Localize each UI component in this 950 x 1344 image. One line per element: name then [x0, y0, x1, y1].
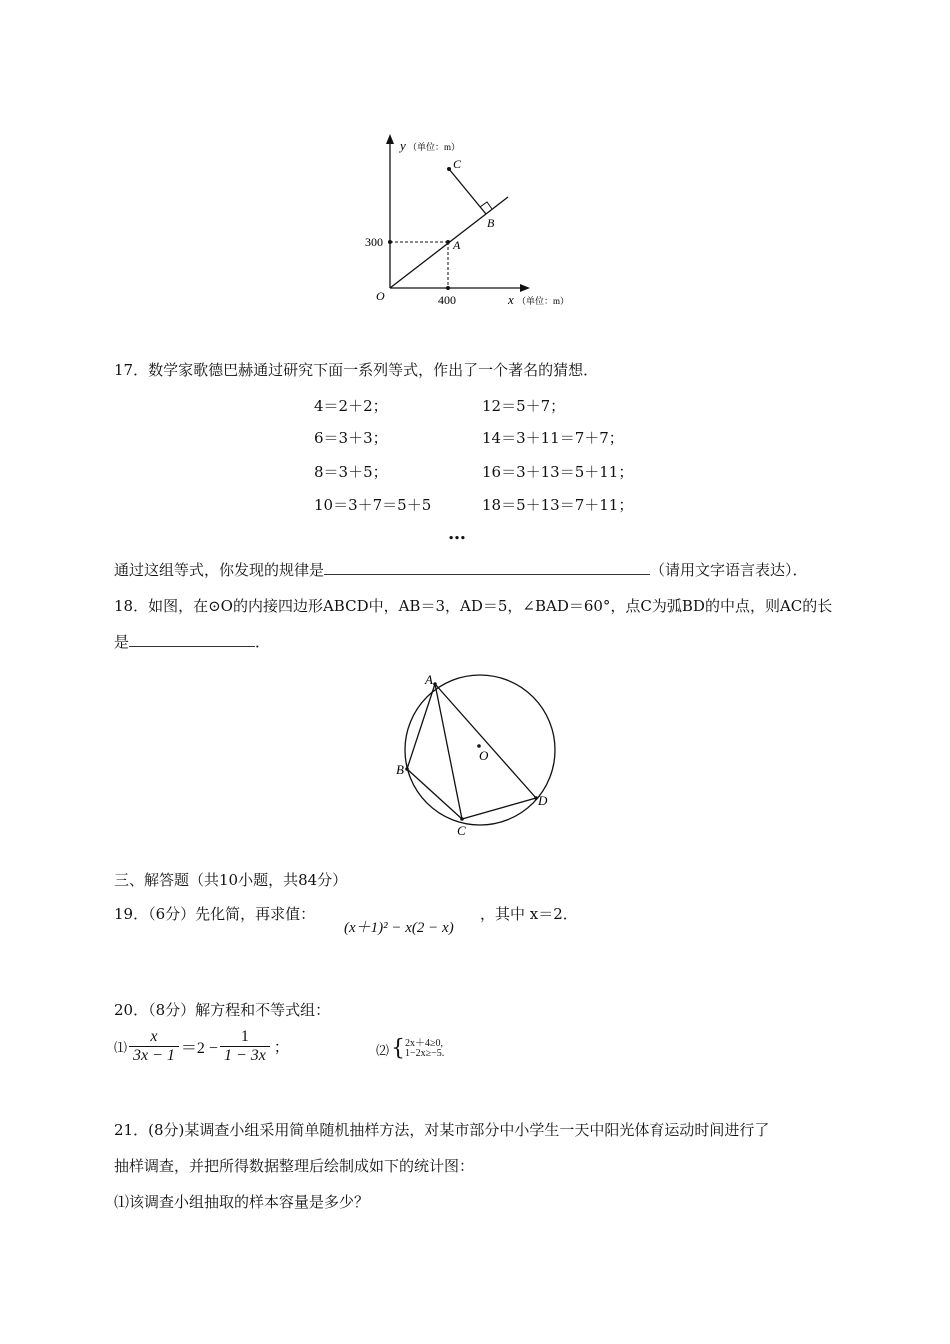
q18-line2: [114, 632, 270, 652]
q17-question-after: （请用文字语言表达）．: [650, 561, 808, 579]
q18-answer-blank[interactable]: [129, 632, 255, 647]
q21-line1: 21．(8分)某调查小组采用简单随机抽样方法，对某市部分中小学生一天中阳光体育运动时间进行了: [114, 1121, 770, 1139]
q20-part2: [376, 1038, 444, 1060]
q17-ellipsis: …: [448, 523, 466, 544]
q17-eq-right-1: 12＝5＋7；: [482, 397, 566, 415]
q18-line2-before: 是: [114, 633, 130, 651]
y-tick-dot: [388, 240, 392, 244]
q17-eq-right-3: 16＝3＋13＝5＋11；: [482, 463, 634, 481]
origin-label: O: [376, 289, 385, 303]
q20-part1-label: ⑴: [114, 1041, 128, 1056]
point-c-dot: [447, 167, 451, 171]
center-label: O: [479, 748, 489, 763]
q18-line2-after: ．: [255, 633, 271, 651]
point-a-label: A: [425, 672, 433, 687]
q17-prompt: 17．数学家歌德巴赫通过研究下面一系列等式，作出了一个著名的猜想．: [114, 361, 599, 379]
x-axis-label: x: [508, 292, 514, 307]
q20-part2-label: ⑵: [376, 1043, 390, 1059]
q17-eq-left-1: 4＝2＋2；: [314, 397, 388, 415]
q20-part1: [114, 1028, 289, 1065]
q20-part2-system: [405, 1039, 444, 1059]
point-a-dot: [433, 682, 437, 686]
q17-question-before: 通过这组等式，你发现的规律是: [114, 561, 325, 579]
q20-part1-numerator2: 1: [220, 1028, 270, 1047]
q18-line1: 18．如图，在⊙O的内接四边形ABCD中，AB＝3，AD＝5，∠BAD＝60°，点C为弧BD的中点，则AC的长: [114, 597, 833, 615]
x-unit-label: （单位：m）: [517, 296, 570, 306]
q17-eq-left-4: 10＝3＋7＝5＋5: [314, 496, 432, 514]
q20-part2-line1: 2x＋4≥0,: [405, 1038, 444, 1049]
point-b-label: B: [487, 216, 495, 230]
q20-part1-end: ；: [273, 1038, 289, 1056]
x-tick-label: 400: [438, 293, 456, 307]
coordinate-figure: [360, 130, 600, 315]
point-c-label: C: [457, 823, 466, 838]
y-axis-arrow: [386, 134, 394, 144]
y-axis-label: y: [400, 138, 406, 153]
q17-eq-left-3: 8＝3＋5；: [314, 463, 388, 481]
y-unit-label: （单位：m）: [408, 142, 461, 152]
quadrilateral-abcd: [407, 684, 536, 819]
q19-condition: ，其中 x＝2．: [480, 905, 578, 923]
brace-icon: {: [391, 1036, 406, 1061]
point-c-label: C: [453, 157, 462, 171]
q17-eq-left-2: 6＝3＋3；: [314, 429, 388, 447]
q17-eq-right-2: 14＝3＋11＝7＋7；: [482, 429, 624, 447]
q17-answer-blank[interactable]: [324, 560, 650, 575]
point-b-label: B: [396, 762, 404, 777]
q19-prompt: 19．（6分）先化简，再求值：: [114, 905, 316, 923]
q19-expression: (x＋1)² − x(2 − x): [344, 920, 454, 936]
q20-part1-numerator: x: [129, 1028, 179, 1047]
q20-part1-denominator2: 1 − 3x: [223, 1047, 266, 1064]
q20-part1-fraction2: [220, 1028, 270, 1065]
circle-figure: [390, 668, 565, 840]
point-a-dot: [446, 240, 450, 244]
q20-part1-middle: ＝2 −: [180, 1040, 218, 1057]
point-d-label: D: [538, 793, 548, 808]
q17-eq-right-4: 18＝5＋13＝7＋11；: [482, 496, 634, 514]
section3-heading: 三、解答题（共10小题，共84分）: [114, 871, 348, 889]
x-tick-dot: [446, 286, 450, 290]
q20-part2-line2: 1−2x≥−5.: [405, 1048, 445, 1059]
point-c-dot: [460, 817, 464, 821]
q21-line2: 抽样调查，并把所得数据整理后绘制成如下的统计图：: [114, 1157, 475, 1175]
q20-part1-fraction1: [129, 1028, 179, 1065]
point-b-dot: [405, 767, 409, 771]
q20-part1-denominator: 3x − 1: [133, 1047, 175, 1064]
y-tick-label: 300: [365, 235, 383, 249]
q21-sub1: ⑴该调查小组抽取的样本容量是多少？: [114, 1193, 370, 1211]
q20-prompt: 20．（8分）解方程和不等式组：: [114, 1001, 331, 1019]
point-a-label: A: [453, 238, 461, 252]
q17-question: [114, 560, 808, 580]
x-axis-arrow: [520, 284, 530, 292]
